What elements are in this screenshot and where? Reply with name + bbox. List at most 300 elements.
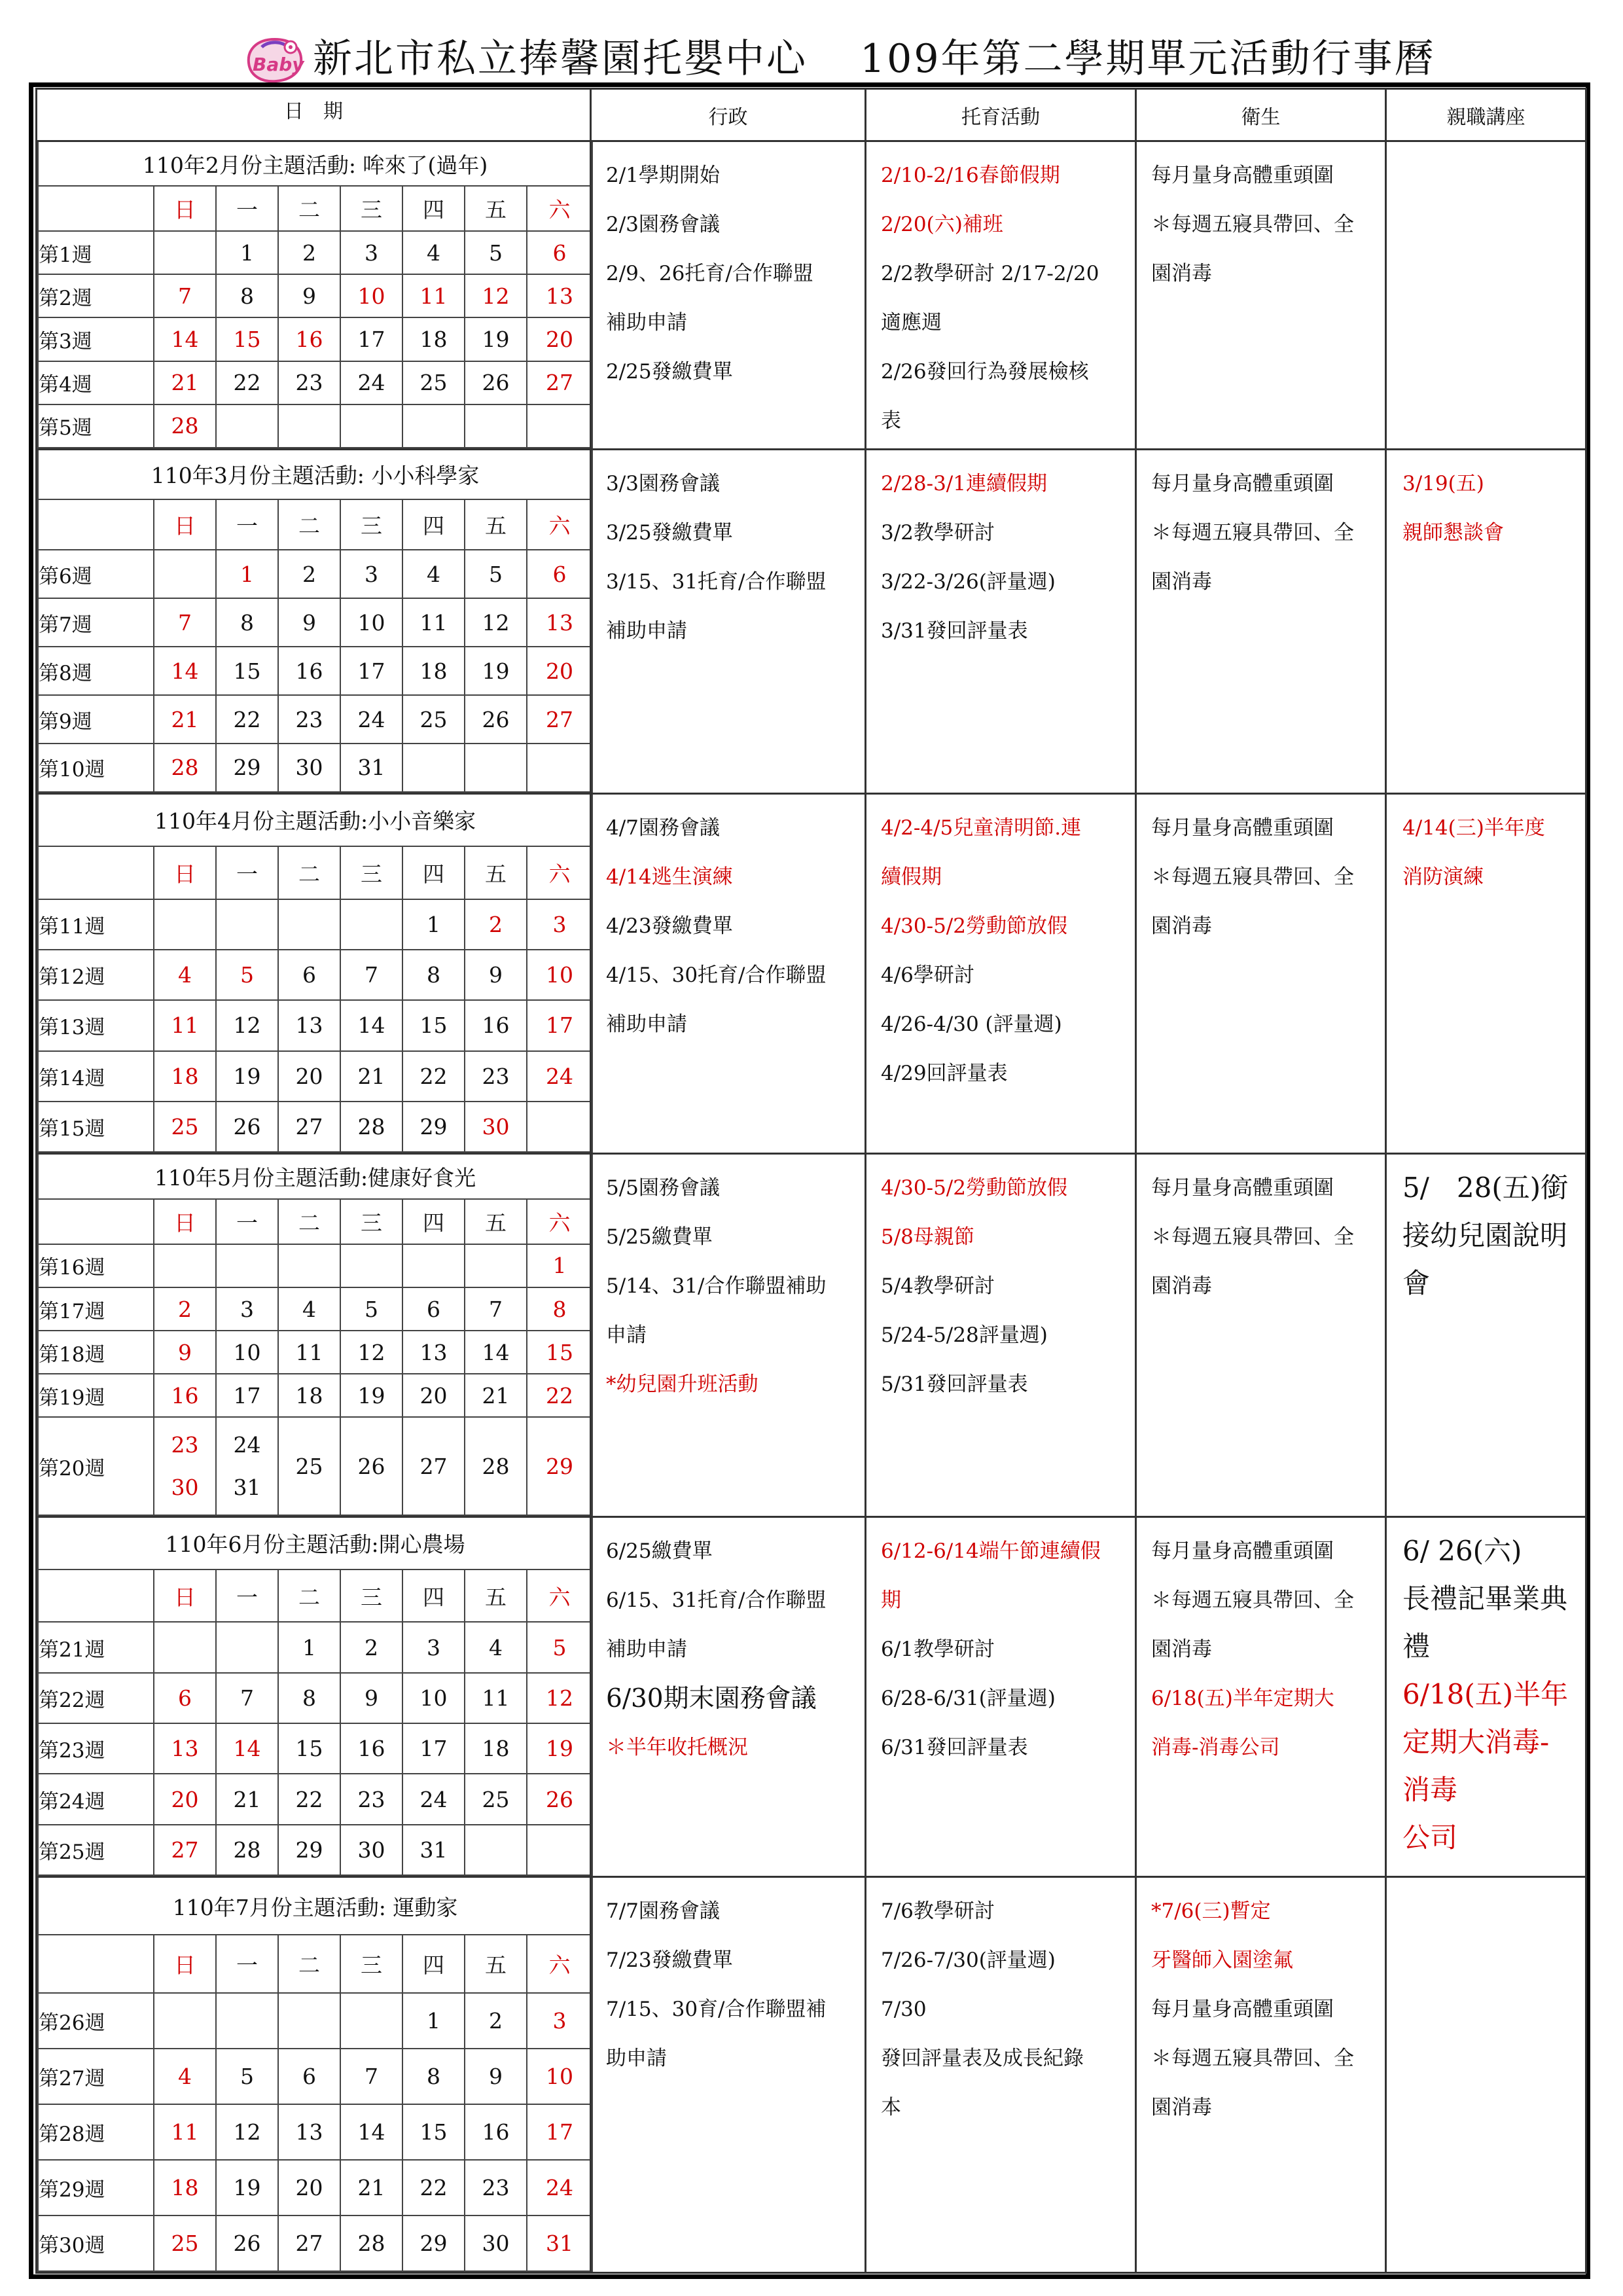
day-cell: 29 [402,2215,465,2271]
day-cell: 13 [527,598,592,647]
weekday-header: 六 [527,1199,592,1244]
entry-line: 5/4教學研討 [881,1274,995,1299]
week-label: 第7週 [38,598,154,647]
day-cell [402,1417,465,1515]
day-cell: 15 [402,2104,465,2160]
weekday-header: 六 [527,186,592,231]
care-cell [866,141,1136,450]
day-cell: 22 [216,695,278,744]
week-label: 第28週 [38,2104,154,2160]
month-calendar-cell [37,1154,591,1516]
week-label: 第1週 [38,231,154,274]
month-caption: 110年2月份主題活動: 哞來了(過年) [38,142,592,186]
parent-cell [1386,141,1586,450]
day-cell: 20 [278,1051,340,1102]
entry-line: 2/25發繳費單 [606,360,733,384]
weekday-header: 六 [527,846,592,899]
entry-line: 3/3園務會議 [606,471,720,495]
parent-cell [1386,1154,1586,1516]
day-cell: 22 [402,2160,465,2215]
month-caption: 110年3月份主題活動: 小小科學家 [38,450,592,499]
entry-line: 5/5園務會議 [606,1176,720,1200]
entry-line: 本 [881,2096,901,2120]
day-cell: 14 [154,317,216,361]
day-cell: 18 [465,1723,527,1774]
weekday-header: 一 [216,1935,278,1993]
admin-cell-text [592,142,865,397]
weekday-header: 一 [216,186,278,231]
week-label: 第2週 [38,274,154,317]
month-calendar [37,1518,593,1876]
entry-line: 2/2教學研討 2/17-2/20 [881,262,1099,285]
day-cell: 21 [216,1774,278,1824]
day-cell: 1 [216,231,278,274]
entry-line: 消防演練 [1402,865,1484,889]
day-cell: 10 [216,1331,278,1374]
entry-line: ＊每週五寢具帶回、全 [1151,213,1354,236]
day-cell: 14 [340,2104,402,2160]
health-cell [1136,1877,1386,2273]
day-cell [278,1993,340,2049]
weekday-header: 一 [216,499,278,550]
weekday-header: 四 [402,1935,465,1993]
health-cell [1136,1516,1386,1876]
day-cell: 9 [465,2049,527,2104]
day-cell: 4 [278,1287,340,1331]
weekday-header: 三 [340,499,402,550]
day-number: 25 [295,1453,323,1479]
entry-line: 7/6教學研討 [881,1899,995,1924]
entry-line: 6/30期末園務會議 [606,1683,817,1713]
day-cell: 9 [278,598,340,647]
day-cell [278,1244,340,1287]
day-cell: 23 [278,695,340,744]
day-cell: 29 [402,1102,465,1152]
parent-cell-text [1387,450,1585,558]
parent-cell [1386,1877,1586,2273]
entry-line: 6/15、31托育/合作聯盟 [606,1588,827,1612]
day-cell: 5 [527,1622,592,1672]
entry-line: 4/15、30托育/合作聯盟 [606,963,827,987]
day-cell: 26 [216,1102,278,1152]
day-cell: 12 [216,1000,278,1050]
day-cell: 15 [278,1723,340,1774]
day-cell: 13 [278,2104,340,2160]
day-cell [402,1244,465,1287]
day-cell: 31 [340,744,402,792]
entry-line: 6/1教學研討 [881,1637,995,1661]
weekday-blank [38,1935,154,1993]
day-cell: 4 [154,2049,216,2104]
month-calendar-cell [37,1877,591,2273]
admin-cell-text [592,1155,865,1409]
day-cell: 22 [278,1774,340,1824]
month-calendar-cell [37,449,591,793]
day-cell: 10 [527,950,592,1000]
day-cell: 9 [465,950,527,1000]
parent-cell-text [1387,1878,1585,1887]
parent-cell-text [1387,1518,1585,1861]
day-cell [154,899,216,950]
day-cell [402,744,465,792]
day-cell: 24 [527,1051,592,1102]
entry-line: 每月量身高體重頭圍 [1151,1539,1334,1563]
day-cell [216,899,278,950]
day-cell: 18 [402,317,465,361]
day-cell: 5 [465,550,527,598]
day-cell: 6 [527,231,592,274]
entry-line: 表 [881,409,901,433]
day-cell: 3 [340,550,402,598]
weekday-header: 五 [465,846,527,899]
day-cell: 6 [527,550,592,598]
weekday-header: 三 [340,1935,402,1993]
column-header-care: 托育活動 [866,89,1136,141]
entry-line: ＊每週五寢具帶回、全 [1151,865,1354,889]
page-header [0,26,1623,92]
day-cell: 7 [216,1673,278,1723]
day-cell: 2 [465,1993,527,2049]
weekday-header: 日 [154,846,216,899]
schedule-table [35,88,1587,2274]
day-cell: 18 [154,1051,216,1102]
care-cell-text [866,1878,1135,2132]
day-cell: 16 [278,647,340,695]
day-cell: 1 [402,1993,465,2049]
entry-line: 4/14逃生演練 [606,865,733,889]
parent-cell-text [1387,142,1585,151]
weekday-header: 一 [216,846,278,899]
entry-line: 2/10-2/16春節假期 [881,164,1060,187]
day-cell: 2 [465,899,527,950]
week-label: 第6週 [38,550,154,598]
day-cell: 5 [216,2049,278,2104]
day-cell: 26 [527,1774,592,1824]
day-number: 24 [233,1432,261,1458]
day-cell: 24 [340,695,402,744]
day-cell: 4 [402,550,465,598]
month-calendar [37,1878,593,2272]
week-label: 第9週 [38,695,154,744]
admin-cell-text [592,1518,865,1772]
month-calendar-cell [37,793,591,1153]
day-cell: 31 [527,2215,592,2271]
day-cell [527,744,592,792]
day-cell: 10 [340,598,402,647]
weekday-blank [38,1199,154,1244]
entry-line: 發回評量表及成長紀錄 [881,2047,1084,2071]
day-cell: 8 [216,274,278,317]
day-cell [340,1417,402,1515]
day-cell: 27 [278,1102,340,1152]
entry-line: 續假期 [881,865,942,889]
entry-line: 4/14(三)半年度 [1402,816,1545,840]
day-cell: 27 [527,361,592,404]
month-row [37,449,1586,793]
weekday-header: 六 [527,499,592,550]
day-cell: 8 [402,950,465,1000]
day-cell: 11 [402,598,465,647]
day-cell: 21 [154,695,216,744]
entry-line: 適應週 [881,311,942,334]
weekday-blank [38,846,154,899]
entry-line: ＊每週五寢具帶回、全 [1151,1588,1354,1612]
entry-line: 期 [881,1588,901,1612]
day-cell: 30 [465,1102,527,1152]
day-cell: 19 [527,1723,592,1774]
day-cell: 13 [278,1000,340,1050]
weekday-blank [38,499,154,550]
day-cell: 16 [340,1723,402,1774]
entry-line: 3/22-3/26(評量週) [881,569,1056,594]
day-cell [154,1993,216,2049]
day-cell: 7 [154,598,216,647]
day-cell: 20 [527,647,592,695]
admin-cell [591,1516,866,1876]
entry-line: 會 [1402,1267,1431,1300]
day-cell: 23 [340,1774,402,1824]
entry-line: 申請 [606,1323,647,1348]
day-cell: 27 [278,2215,340,2271]
day-cell: 17 [340,647,402,695]
day-cell: 4 [154,950,216,1000]
day-cell: 16 [465,1000,527,1050]
day-cell: 7 [154,274,216,317]
parent-cell-text [1387,1155,1585,1307]
day-cell: 20 [278,2160,340,2215]
entry-line: 園消毒 [1151,914,1212,938]
day-cell: 27 [154,1825,216,1875]
weekday-header: 四 [402,1199,465,1244]
week-label: 第5週 [38,404,154,448]
entry-line: 助申請 [606,2047,667,2071]
day-cell: 28 [154,744,216,792]
day-cell: 8 [278,1673,340,1723]
day-number: 28 [482,1453,510,1479]
day-cell: 8 [216,598,278,647]
entry-line: 每月量身高體重頭圍 [1151,164,1334,187]
day-cell: 21 [154,361,216,404]
entry-line: 3/31發回評量表 [881,619,1028,643]
day-cell: 10 [340,274,402,317]
entry-line: 牙醫師入園塗氟 [1151,1948,1293,1973]
entry-line: 6/18(五)半年 [1402,1677,1569,1710]
entry-line: 6/18(五)半年定期大 [1151,1686,1334,1710]
admin-cell [591,1877,866,2273]
week-label: 第21週 [38,1622,154,1672]
entry-line: 5/14、31/合作聯盟補助 [606,1274,827,1299]
entry-line: 每月量身高體重頭圍 [1151,1176,1334,1200]
entry-line: 6/31發回評量表 [881,1735,1028,1759]
day-cell: 28 [154,404,216,448]
care-cell [866,1877,1136,2273]
week-label: 第20週 [38,1417,154,1515]
care-cell [866,1154,1136,1516]
admin-cell-text [592,795,865,1049]
health-cell-text [1137,1155,1385,1311]
day-cell: 13 [154,1723,216,1774]
health-cell [1136,449,1386,793]
health-cell [1136,141,1386,450]
day-cell [527,1102,592,1152]
day-cell: 14 [465,1331,527,1374]
health-cell [1136,793,1386,1153]
day-cell [216,1622,278,1672]
week-label: 第10週 [38,744,154,792]
month-calendar [37,1155,593,1515]
day-cell: 5 [340,1287,402,1331]
entry-line: 6/25繳費單 [606,1539,713,1563]
month-calendar [37,450,593,793]
day-cell: 17 [340,317,402,361]
day-cell [216,1417,278,1515]
day-cell [154,1622,216,1672]
weekday-header: 四 [402,1570,465,1623]
week-label: 第24週 [38,1774,154,1824]
day-cell: 4 [465,1622,527,1672]
entry-line: 補助申請 [606,619,687,643]
entry-line: 6/28-6/31(評量週) [881,1686,1056,1710]
entry-line: 接幼兒園說明 [1402,1219,1568,1252]
parent-cell [1386,1516,1586,1876]
month-row [37,1877,1586,2273]
weekday-blank [38,1570,154,1623]
day-cell: 3 [527,899,592,950]
health-cell-text [1137,795,1385,951]
parent-cell-text [1387,795,1585,902]
month-caption: 110年4月份主題活動:小小音樂家 [38,795,592,846]
entry-line: 6/ 26(六) [1402,1534,1522,1567]
entry-line: 3/25發繳費單 [606,520,733,545]
day-cell: 7 [465,1287,527,1331]
entry-line: 親師懇談會 [1402,520,1504,545]
day-cell [216,404,278,448]
entry-line: 4/2-4/5兒童清明節.連 [881,816,1082,840]
day-cell: 18 [402,647,465,695]
entry-line: 5/8母親節 [881,1225,974,1249]
day-cell: 18 [154,2160,216,2215]
day-cell: 6 [278,950,340,1000]
svg-text:Baby: Baby [253,54,304,75]
weekday-header: 二 [278,1199,340,1244]
day-cell: 14 [340,1000,402,1050]
weekday-header: 三 [340,1570,402,1623]
entry-line: ＊每週五寢具帶回、全 [1151,1225,1354,1249]
weekday-header: 一 [216,1570,278,1623]
day-cell: 12 [216,2104,278,2160]
day-cell: 16 [465,2104,527,2160]
care-cell-text [866,1155,1135,1409]
day-cell: 9 [154,1331,216,1374]
weekday-header: 五 [465,1935,527,1993]
weekday-header: 四 [402,186,465,231]
week-label: 第29週 [38,2160,154,2215]
week-label: 第4週 [38,361,154,404]
day-cell: 14 [216,1723,278,1774]
week-label: 第11週 [38,899,154,950]
day-cell [527,1825,592,1875]
day-cell: 11 [154,2104,216,2160]
care-cell-text [866,1518,1135,1772]
entry-line: 5/ 28(五)銜 [1402,1172,1569,1204]
entry-line: 7/15、30育/合作聯盟補 [606,1998,827,2022]
day-cell: 6 [278,2049,340,2104]
day-cell [340,1244,402,1287]
day-cell: 12 [527,1673,592,1723]
day-cell [465,404,527,448]
health-cell-text [1137,450,1385,607]
day-cell: 15 [402,1000,465,1050]
entry-line: *幼兒園升班活動 [606,1372,758,1397]
day-cell: 17 [402,1723,465,1774]
month-caption: 110年5月份主題活動:健康好食光 [38,1155,592,1199]
week-label: 第16週 [38,1244,154,1287]
entry-line: 園消毒 [1151,262,1212,285]
day-cell: 24 [340,361,402,404]
day-cell: 15 [527,1331,592,1374]
day-cell: 8 [527,1287,592,1331]
day-cell: 4 [402,231,465,274]
week-label: 第19週 [38,1374,154,1417]
day-cell: 12 [340,1331,402,1374]
day-cell: 3 [216,1287,278,1331]
day-cell: 1 [527,1244,592,1287]
week-label: 第25週 [38,1825,154,1875]
week-label: 第15週 [38,1102,154,1152]
week-label: 第14週 [38,1051,154,1102]
day-cell: 24 [402,1774,465,1824]
day-cell: 1 [402,899,465,950]
day-cell: 16 [154,1374,216,1417]
day-cell [340,1993,402,2049]
day-number: 29 [546,1453,574,1479]
weekday-header: 三 [340,186,402,231]
week-label: 第18週 [38,1331,154,1374]
day-cell: 25 [402,695,465,744]
admin-cell [591,141,866,450]
weekday-header: 二 [278,1570,340,1623]
entry-line: 2/28-3/1連續假期 [881,471,1047,495]
day-cell: 5 [465,231,527,274]
day-cell: 16 [278,317,340,361]
weekday-header: 日 [154,1570,216,1623]
day-cell: 22 [402,1051,465,1102]
weekday-header: 五 [465,1199,527,1244]
entry-line: 2/26發回行為發展檢核 [881,360,1089,384]
care-cell-text [866,450,1135,656]
day-cell [154,231,216,274]
admin-cell [591,1154,866,1516]
weekday-header: 六 [527,1570,592,1623]
entry-line: 2/3園務會議 [606,213,720,236]
entry-line: 每月量身高體重頭圍 [1151,471,1334,495]
day-cell: 28 [216,1825,278,1875]
day-cell: 13 [402,1331,465,1374]
day-cell [527,1417,592,1515]
day-cell [340,404,402,448]
month-calendar-cell [37,141,591,450]
week-label: 第17週 [38,1287,154,1331]
day-cell: 9 [340,1673,402,1723]
day-cell: 25 [154,2215,216,2271]
day-cell: 2 [154,1287,216,1331]
month-row [37,141,1586,450]
day-number-extra: 30 [171,1475,199,1501]
column-header-date: 日 期 [37,89,591,141]
admin-cell-text [592,1878,865,2083]
day-cell: 2 [278,231,340,274]
day-cell [278,1417,340,1515]
